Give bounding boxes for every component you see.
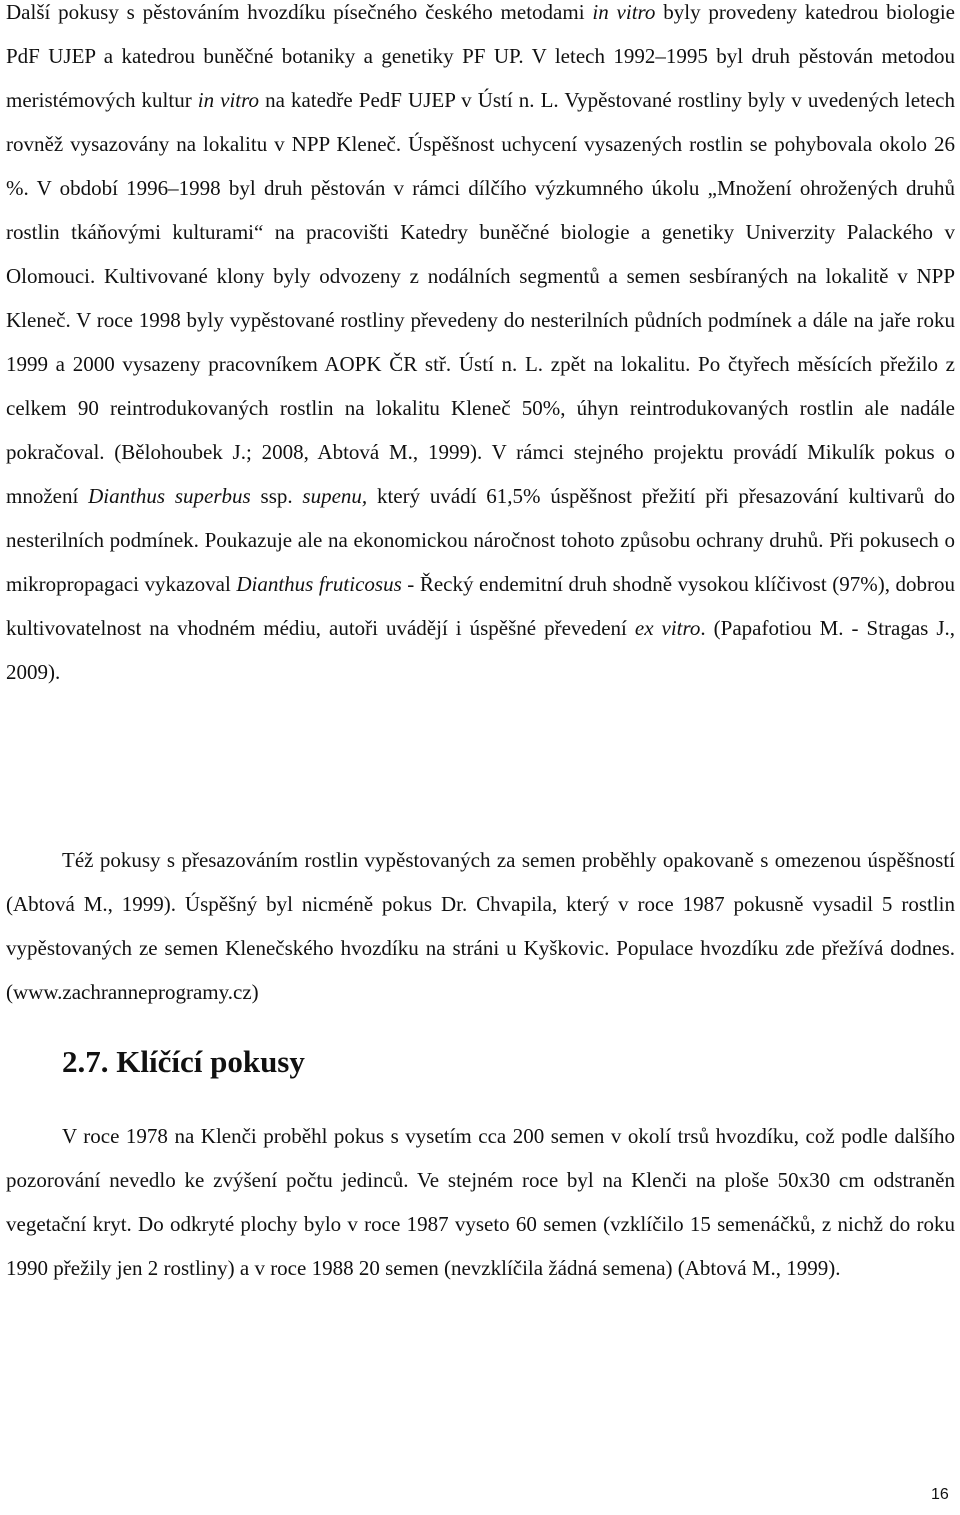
text-run: Další pokusy s pěstováním hvozdíku písečného českého metodami (6, 0, 593, 24)
text-run: na katedře PedF UJEP v Ústí n. L. Vypěstované rostliny byly v uvedených letech rovněž vysazovány na lokalitu v NPP Kleneč. Úspěšnost uchycení vysazených rostlin se pohybovala okolo 26 %. V období 1996–1998 byl druh pěstován v rámci dílčího výzkumného úkolu „Množení ohrožených druhů rostlin tkáňovými kulturami“ na pracovišti Katedry buněčné biologie a genetiky Univerzity Palackého v Olomouci. Kultivované klony byly odvozeny z nodálních segmentů a semen sesbíraných na lokalitě v NPP Kleneč. V roce 1998 byly vypěstované rostliny převedeny do nesterilních půdních podmínek a dále na jaře roku 1999 a 2000 vysazeny pracovníkem AOPK ČR stř. Ústí n. L. zpět na lokalitu. Po čtyřech měsících přežilo z celkem 90 reintrodukovaných rostlin na lokalitu Kleneč 50%, úhyn reintrodukovaných rostlin ale nadále pokračoval. (Bělohoubek J.; 2008, Abtová M., 1999). V rámci stejného projektu provádí Mikulík pokus o množení (6, 88, 956, 508)
italic-run: Dianthus fruticosus (236, 572, 402, 596)
italic-run: in vitro (592, 0, 656, 24)
text-run: - Řecký endemitní druh shodně vysokou klíčivost (97%), dobrou kultivovatelnost na vhodném médiu, autoři uvádějí i úspěšné převedení (6, 572, 955, 640)
page-number: 16 (931, 1486, 949, 1503)
italic-run: ex vitro (634, 616, 701, 640)
text-run: který uvádí 61,5% úspěšnost přežití při přesazování kultivarů do nesterilních podmínek. Poukazuje ale na ekonomickou náročnost tohoto způsobu ochrany druhů. Při pokusech o mikropropagaci vykazoval (6, 484, 955, 596)
paragraph-vitro-experiments (6, 0, 955, 694)
text-run: ssp. (250, 484, 303, 508)
italic-run: in vitro (197, 88, 260, 112)
text-run: . (Papafotiou M. - Stragas J., 2009). (6, 616, 955, 684)
paragraph-transplanting: Též pokusy s přesazováním rostlin vypěstovaných za semen proběhly opakovaně s omezenou úspěšností (Abtová M., 1999). Úspěšný byl nicméně pokus Dr. Chvapila, který v roce 1987 pokusně vysadil 5 rostlin vypěstovaných ze semen Klenečského hvozdíku na stráni u Kyškovic. Populace hvozdíku zde přežívá dodnes. (www.zachranneprogramy.cz) (6, 848, 955, 1004)
italic-run: Dianthus superbus (88, 484, 251, 508)
paragraph-germination: V roce 1978 na Klenči proběhl pokus s vysetím cca 200 semen v okolí trsů hvozdíku, což podle dalšího pozorování nevedlo ke zvýšení počtu jedinců. Ve stejném roce byl na Klenči na ploše 50x30 cm odstraněn vegetační kryt. Do odkryté plochy bylo v roce 1987 vyseto 60 semen (vzklíčilo 15 semenáčků, z nichž do roku 1990 přežily jen 2 rostliny) a v roce 1988 20 semen (nevzklíčila žádná semena) (Abtová M., 1999). (6, 1124, 955, 1280)
text-run: byly provedeny katedrou biologie PdF UJEP a katedrou buněčné botaniky a genetiky PF UP. V letech 1992–1995 byl druh pěstován metodou meristémových kultur (6, 0, 956, 112)
section-heading: 2.7. Klíčící pokusy (62, 1044, 305, 1079)
italic-run: supenu, (302, 484, 368, 508)
